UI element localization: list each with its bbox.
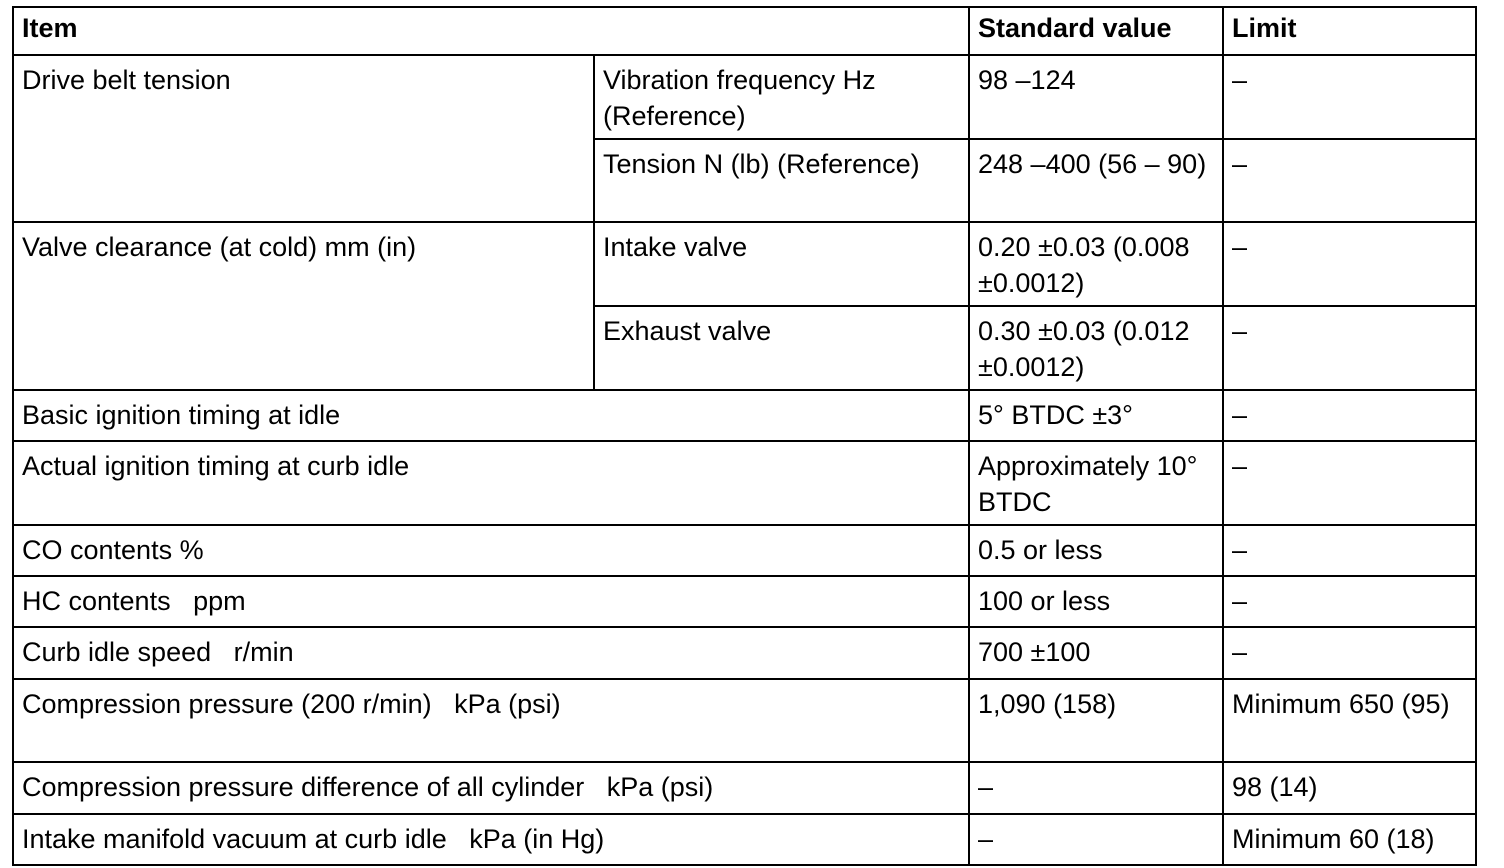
specification-table [12, 6, 1477, 866]
standard-value-cell: 1,090 (158) [969, 679, 1223, 762]
standard-value-cell: 100 or less [969, 576, 1223, 627]
item-cell: Curb idle speed r/min [13, 627, 969, 679]
standard-value-cell: – [969, 814, 1223, 865]
limit-cell: – [1223, 576, 1476, 627]
standard-value-cell: 0.20 ±0.03 (0.008 ±0.0012) [969, 222, 1223, 306]
table-row [13, 627, 1476, 679]
standard-value-cell: 248 –400 (56 – 90) [969, 139, 1223, 222]
header-limit: Limit [1223, 7, 1476, 55]
header-row [13, 7, 1476, 55]
sub-item-cell: Intake valve [594, 222, 969, 306]
standard-value-cell: 5° BTDC ±3° [969, 390, 1223, 441]
item-cell: CO contents % [13, 525, 969, 576]
limit-cell: – [1223, 525, 1476, 576]
item-cell: Actual ignition timing at curb idle [13, 441, 969, 525]
limit-cell: Minimum 650 (95) [1223, 679, 1476, 762]
limit-cell: 98 (14) [1223, 762, 1476, 814]
item-cell: Valve clearance (at cold) mm (in) [13, 222, 594, 390]
table-row [13, 576, 1476, 627]
table-row [13, 222, 1476, 306]
table-row [13, 390, 1476, 441]
item-cell: Compression pressure difference of all cylinder kPa (psi) [13, 762, 969, 814]
table-row [13, 762, 1476, 814]
table-row [13, 55, 1476, 139]
table-row [13, 525, 1476, 576]
item-cell: Compression pressure (200 r/min) kPa (psi) [13, 679, 969, 762]
standard-value-cell: Approximately 10° BTDC [969, 441, 1223, 525]
limit-cell: – [1223, 55, 1476, 139]
limit-cell: – [1223, 222, 1476, 306]
sub-item-cell: Exhaust valve [594, 306, 969, 390]
sub-item-cell: Tension N (lb) (Reference) [594, 139, 969, 222]
standard-value-cell: 98 –124 [969, 55, 1223, 139]
standard-value-cell: 700 ±100 [969, 627, 1223, 679]
sub-item-cell: Vibration frequency Hz (Reference) [594, 55, 969, 139]
standard-value-cell: 0.5 or less [969, 525, 1223, 576]
item-cell: Intake manifold vacuum at curb idle kPa (in Hg) [13, 814, 969, 865]
standard-value-cell: – [969, 762, 1223, 814]
limit-cell: Minimum 60 (18) [1223, 814, 1476, 865]
table-row [13, 441, 1476, 525]
table-row [13, 814, 1476, 865]
standard-value-cell: 0.30 ±0.03 (0.012 ±0.0012) [969, 306, 1223, 390]
header-standard-value: Standard value [969, 7, 1223, 55]
limit-cell: – [1223, 441, 1476, 525]
table-row [13, 679, 1476, 762]
item-cell: Drive belt tension [13, 55, 594, 222]
limit-cell: – [1223, 306, 1476, 390]
limit-cell: – [1223, 390, 1476, 441]
limit-cell: – [1223, 627, 1476, 679]
item-cell: Basic ignition timing at idle [13, 390, 969, 441]
item-cell: HC contents ppm [13, 576, 969, 627]
limit-cell: – [1223, 139, 1476, 222]
header-item: Item [13, 7, 969, 55]
